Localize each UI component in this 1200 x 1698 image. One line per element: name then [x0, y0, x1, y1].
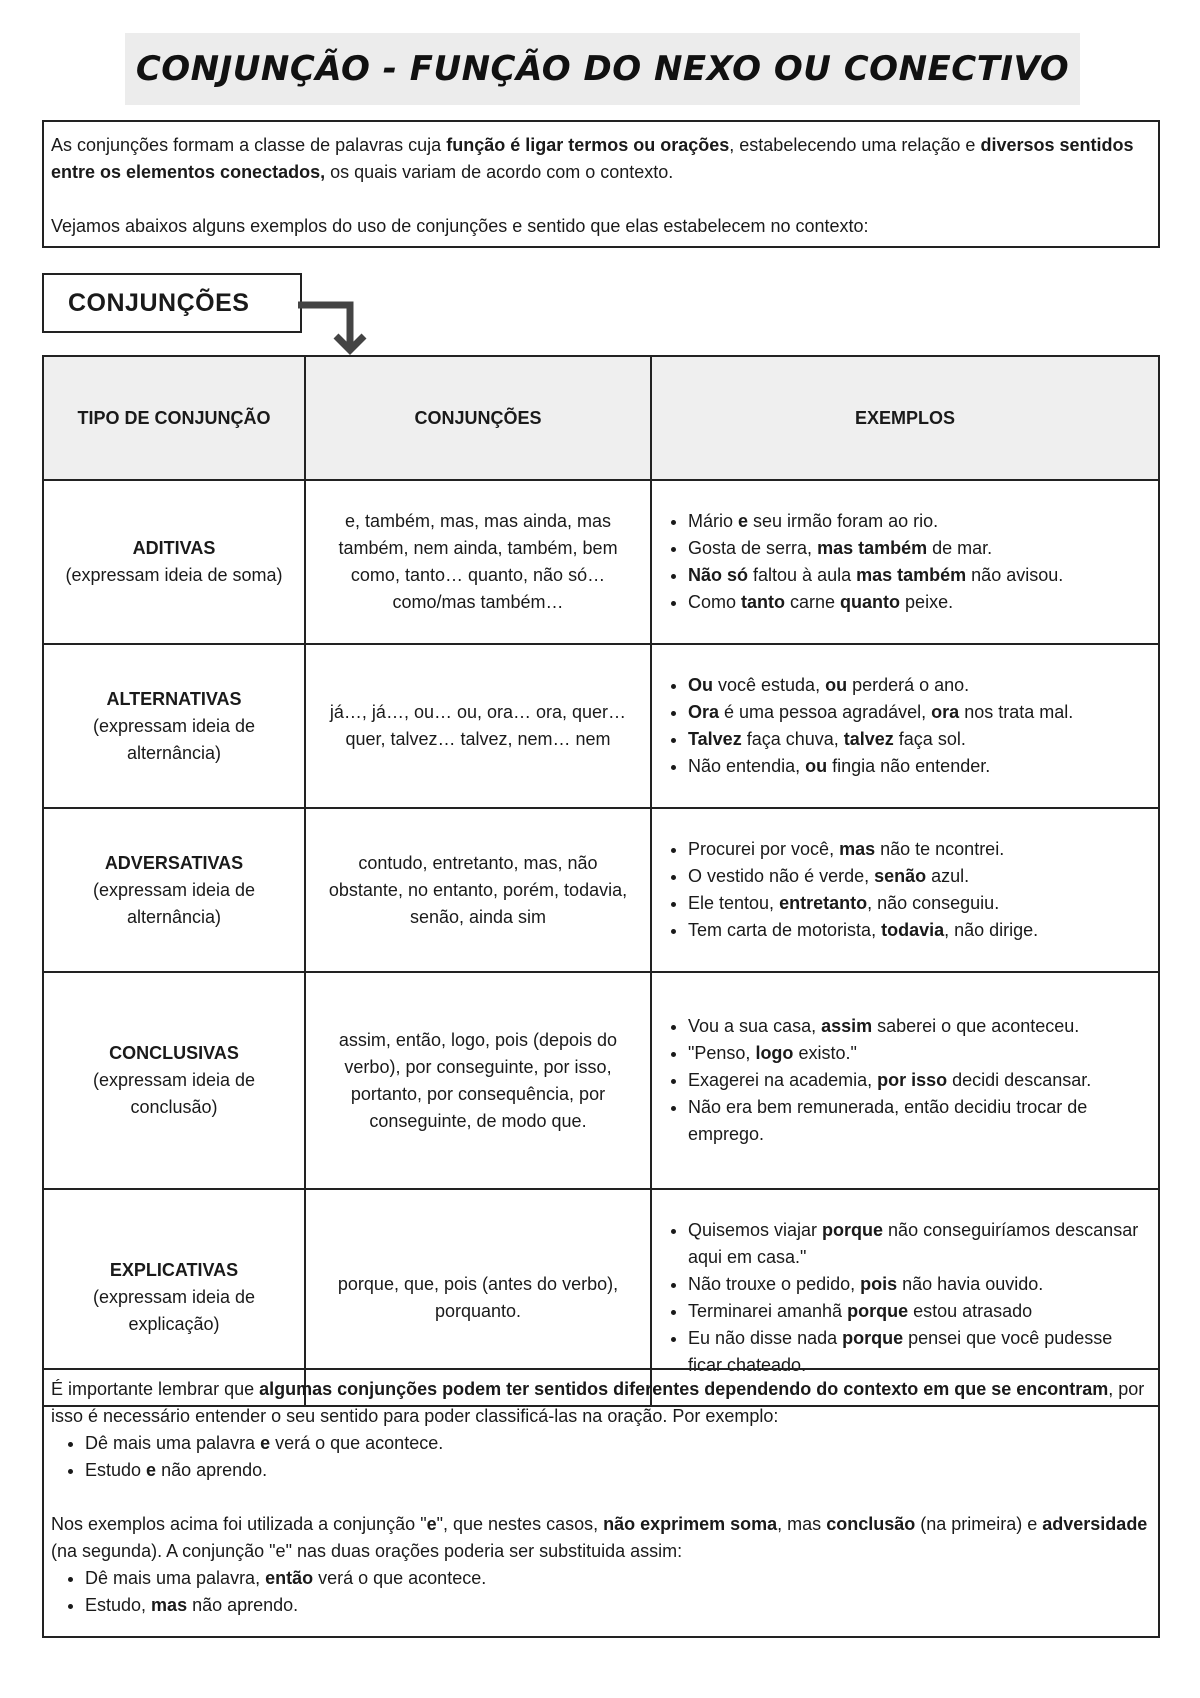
text-run: , mas — [777, 1514, 827, 1534]
list-item — [688, 1067, 1148, 1094]
text-run: As conjunções formam a classe de palavras cuja — [51, 135, 447, 155]
text-run: não havia ouvido. — [897, 1273, 1044, 1294]
list-item — [688, 589, 1148, 616]
note-examples-list-2 — [51, 1565, 1151, 1619]
text-run: não avisou. — [966, 565, 1064, 585]
bold-text: Não só — [688, 565, 749, 585]
list-item — [85, 1565, 1151, 1592]
text-run: , não dirige. — [944, 920, 1039, 940]
examples-cell — [651, 644, 1159, 808]
bold-text: não exprimem soma — [603, 1514, 778, 1534]
text-run: azul. — [926, 866, 970, 886]
text-run: faça sol. — [893, 729, 966, 749]
bold-text: algumas conjunções podem ter sentidos diferentes dependendo do contexto em que se encontram — [259, 1379, 1109, 1399]
bold-text: ou — [825, 675, 848, 695]
text-run: Quisemos viajar — [688, 1219, 823, 1240]
header-examples: EXEMPLOS — [651, 356, 1159, 480]
text-run: É importante lembrar que — [51, 1379, 260, 1399]
bold-text: mas também — [856, 565, 967, 585]
conjunctions-cell: assim, então, logo, pois (depois do verbo), por conseguinte, por isso, portanto, por consequência, por conseguinte, de modo que. — [305, 972, 651, 1189]
text-run: Estudo, — [85, 1595, 152, 1615]
text-run: você estuda, — [713, 675, 826, 695]
text-run: fingia não entender. — [827, 756, 991, 776]
list-item — [688, 1013, 1148, 1040]
text-run: verá o que acontece. — [270, 1433, 444, 1453]
bold-text: e — [260, 1433, 271, 1453]
table-row — [43, 644, 1159, 808]
spacer — [51, 1484, 1151, 1511]
bold-text: Ora — [688, 702, 720, 722]
bold-text: mas — [151, 1595, 188, 1615]
text-run: Não trouxe o pedido, — [688, 1273, 861, 1294]
text-run: pensei que você pudesse ficar chateado. — [688, 1327, 1113, 1375]
conjunctions-cell: contudo, entretanto, mas, não obstante, no entanto, porém, todavia, senão, ainda sim — [305, 808, 651, 972]
text-run: Não era bem remunerada, então decidiu trocar de emprego. — [688, 1097, 1088, 1144]
type-name: EXPLICATIVAS — [109, 1260, 239, 1280]
text-run: faltou à aula — [748, 565, 857, 585]
bold-text: e — [146, 1460, 157, 1480]
list-item — [688, 1271, 1148, 1298]
text-run: (na segunda). A conjunção "e" nas duas orações poderia ser substituida assim: — [51, 1541, 683, 1561]
text-run: verá o que acontece. — [313, 1568, 487, 1588]
text-run: nos trata mal. — [959, 702, 1074, 722]
text-run: , estabelecendo uma relação e — [729, 135, 981, 155]
text-run: Dê mais uma palavra — [85, 1433, 261, 1453]
text-run: , por isso é necessário entender o seu sentido para poder classificá-las na oração. Por exemplo: — [51, 1379, 1145, 1426]
table-row — [43, 480, 1159, 644]
bold-text: e — [738, 511, 749, 531]
header-conjunctions: CONJUNÇÕES — [305, 356, 651, 480]
bold-text: mas — [839, 839, 876, 859]
examples-list — [662, 672, 1148, 780]
bold-text: porque — [822, 1219, 884, 1240]
text-run: decidi descansar. — [947, 1070, 1092, 1090]
text-run: Como — [688, 592, 742, 612]
text-run: faça chuva, — [741, 729, 844, 749]
text-run: Dê mais uma palavra, — [85, 1568, 266, 1588]
text-run: existo." — [793, 1043, 857, 1063]
list-item — [688, 508, 1148, 535]
bold-text: mas também — [817, 538, 928, 558]
conjunctions-cell: porque, que, pois (antes do verbo), porquanto. — [305, 1189, 651, 1406]
bold-text: entretanto — [779, 893, 868, 913]
bold-text: adversidade — [1042, 1514, 1148, 1534]
type-description: (expressam ideia de conclusão) — [92, 1070, 256, 1117]
list-item — [85, 1430, 1151, 1457]
table-header-row — [43, 356, 1159, 480]
type-name: ALTERNATIVAS — [106, 688, 242, 709]
text-run: ", que nestes casos, — [436, 1514, 604, 1534]
list-item — [688, 1094, 1148, 1148]
list-item — [688, 836, 1148, 863]
list-item — [688, 753, 1148, 780]
text-run: Procurei por você, — [688, 839, 840, 859]
table-row — [43, 972, 1159, 1189]
text-run: não aprendo. — [156, 1460, 268, 1480]
list-item — [688, 1298, 1148, 1325]
text-run: , não conseguiu. — [867, 893, 1000, 913]
bold-text: ou — [805, 756, 828, 776]
text-run: Não entendia, — [688, 756, 806, 776]
conjunctions-table — [42, 355, 1160, 1407]
text-run: Terminarei amanhã — [688, 1300, 848, 1321]
bold-text: Talvez — [688, 729, 742, 749]
text-run: não conseguiríamos descansar aqui em casa." — [688, 1219, 1139, 1267]
type-cell — [43, 644, 305, 808]
bold-text: porque — [842, 1327, 904, 1348]
text-run: saberei o que aconteceu. — [872, 1016, 1080, 1036]
page-title: CONJUNÇÃO - FUNÇÃO DO NEXO OU CONECTIVO — [135, 49, 1070, 89]
section-label: CONJUNÇÕES — [42, 273, 302, 333]
examples-cell — [651, 808, 1159, 972]
conjunctions-cell: e, também, mas, mas ainda, mas também, nem ainda, também, bem como, tanto… quanto, não só… como/mas também… — [305, 480, 651, 644]
examples-list — [662, 508, 1148, 616]
list-item — [688, 863, 1148, 890]
bold-text: função é ligar termos ou orações — [446, 135, 730, 155]
text-run: perderá o ano. — [847, 675, 970, 695]
list-item — [688, 890, 1148, 917]
text-run: seu irmão foram ao rio. — [748, 511, 939, 531]
intro-paragraph-2: Vejamos abaixos alguns exemplos do uso de conjunções e sentido que elas estabelecem no contexto: — [51, 216, 869, 236]
text-run: Estudo — [85, 1460, 147, 1480]
list-item — [688, 672, 1148, 699]
text-run: Vou a sua casa, — [688, 1016, 822, 1036]
text-run: Eu não disse nada — [688, 1327, 843, 1348]
note-box — [42, 1368, 1160, 1638]
intro-paragraph-1 — [51, 132, 1151, 186]
text-run: Ele tentou, — [688, 893, 780, 913]
type-name: ADITIVAS — [132, 538, 216, 558]
list-item — [688, 699, 1148, 726]
bold-text: pois — [860, 1273, 898, 1294]
list-item — [688, 1217, 1148, 1271]
title-banner — [125, 33, 1080, 105]
list-item — [85, 1592, 1151, 1619]
examples-list — [662, 836, 1148, 944]
text-run: Tem carta de motorista, — [688, 920, 882, 940]
text-run: peixe. — [900, 592, 954, 612]
type-cell — [43, 480, 305, 644]
type-description: (expressam ideia de alternância) — [92, 715, 256, 763]
type-name: ADVERSATIVAS — [104, 852, 244, 873]
list-item — [85, 1457, 1151, 1484]
text-run: estou atrasado — [908, 1300, 1033, 1321]
list-item — [688, 726, 1148, 753]
bold-text: por isso — [877, 1070, 948, 1090]
text-run: de mar. — [927, 538, 993, 558]
examples-list — [662, 1217, 1148, 1379]
header-type: TIPO DE CONJUNÇÃO — [43, 356, 305, 480]
bold-text: então — [265, 1568, 314, 1588]
bold-text: tanto — [741, 592, 786, 612]
type-cell — [43, 808, 305, 972]
examples-cell — [651, 480, 1159, 644]
note-paragraph-2 — [51, 1511, 1151, 1565]
bold-text: senão — [874, 866, 927, 886]
text-run: não te ncontrei. — [875, 839, 1005, 859]
list-item — [688, 1040, 1148, 1067]
type-description: (expressam ideia de explicação) — [92, 1287, 256, 1334]
text-run: Exagerei na academia, — [688, 1070, 878, 1090]
table-row — [43, 808, 1159, 972]
text-run: Gosta de serra, — [688, 538, 818, 558]
bold-text: e — [426, 1514, 437, 1534]
bold-text: talvez — [843, 729, 894, 749]
text-run: carne — [785, 592, 841, 612]
examples-cell — [651, 972, 1159, 1189]
bold-text: conclusão — [826, 1514, 916, 1534]
bold-text: quanto — [840, 592, 901, 612]
text-run: "Penso, — [688, 1043, 756, 1063]
note-examples-list-1 — [51, 1430, 1151, 1484]
list-item — [688, 535, 1148, 562]
bold-text: assim — [821, 1016, 873, 1036]
text-run: é uma pessoa agradável, — [719, 702, 932, 722]
note-paragraph-1 — [51, 1376, 1151, 1430]
bold-text: Ou — [688, 675, 713, 695]
text-run: Nos exemplos acima foi utilizada a conjunção " — [51, 1514, 427, 1534]
bold-text: todavia — [881, 920, 945, 940]
text-run: não aprendo. — [187, 1595, 299, 1615]
bold-text: porque — [847, 1300, 909, 1321]
bold-text: ora — [931, 702, 960, 722]
type-name: CONCLUSIVAS — [109, 1043, 239, 1063]
bold-text: diversos sentidos entre os elementos conectados, — [51, 135, 1134, 182]
type-description: (expressam ideia de alternância) — [92, 879, 256, 927]
intro-box — [42, 120, 1160, 248]
conjunctions-cell: já…, já…, ou… ou, ora… ora, quer… quer, talvez… talvez, nem… nem — [305, 644, 651, 808]
text-run: os quais variam de acordo com o contexto. — [325, 162, 674, 182]
examples-list — [662, 1013, 1148, 1148]
text-run: Mário — [688, 511, 739, 531]
type-description: (expressam ideia de soma) — [65, 565, 283, 585]
type-cell — [43, 972, 305, 1189]
text-run: (na primeira) e — [915, 1514, 1043, 1534]
bold-text: logo — [755, 1043, 794, 1063]
text-run: O vestido não é verde, — [688, 866, 875, 886]
arrow-down-right-icon — [298, 290, 378, 360]
list-item — [688, 917, 1148, 944]
list-item — [688, 562, 1148, 589]
